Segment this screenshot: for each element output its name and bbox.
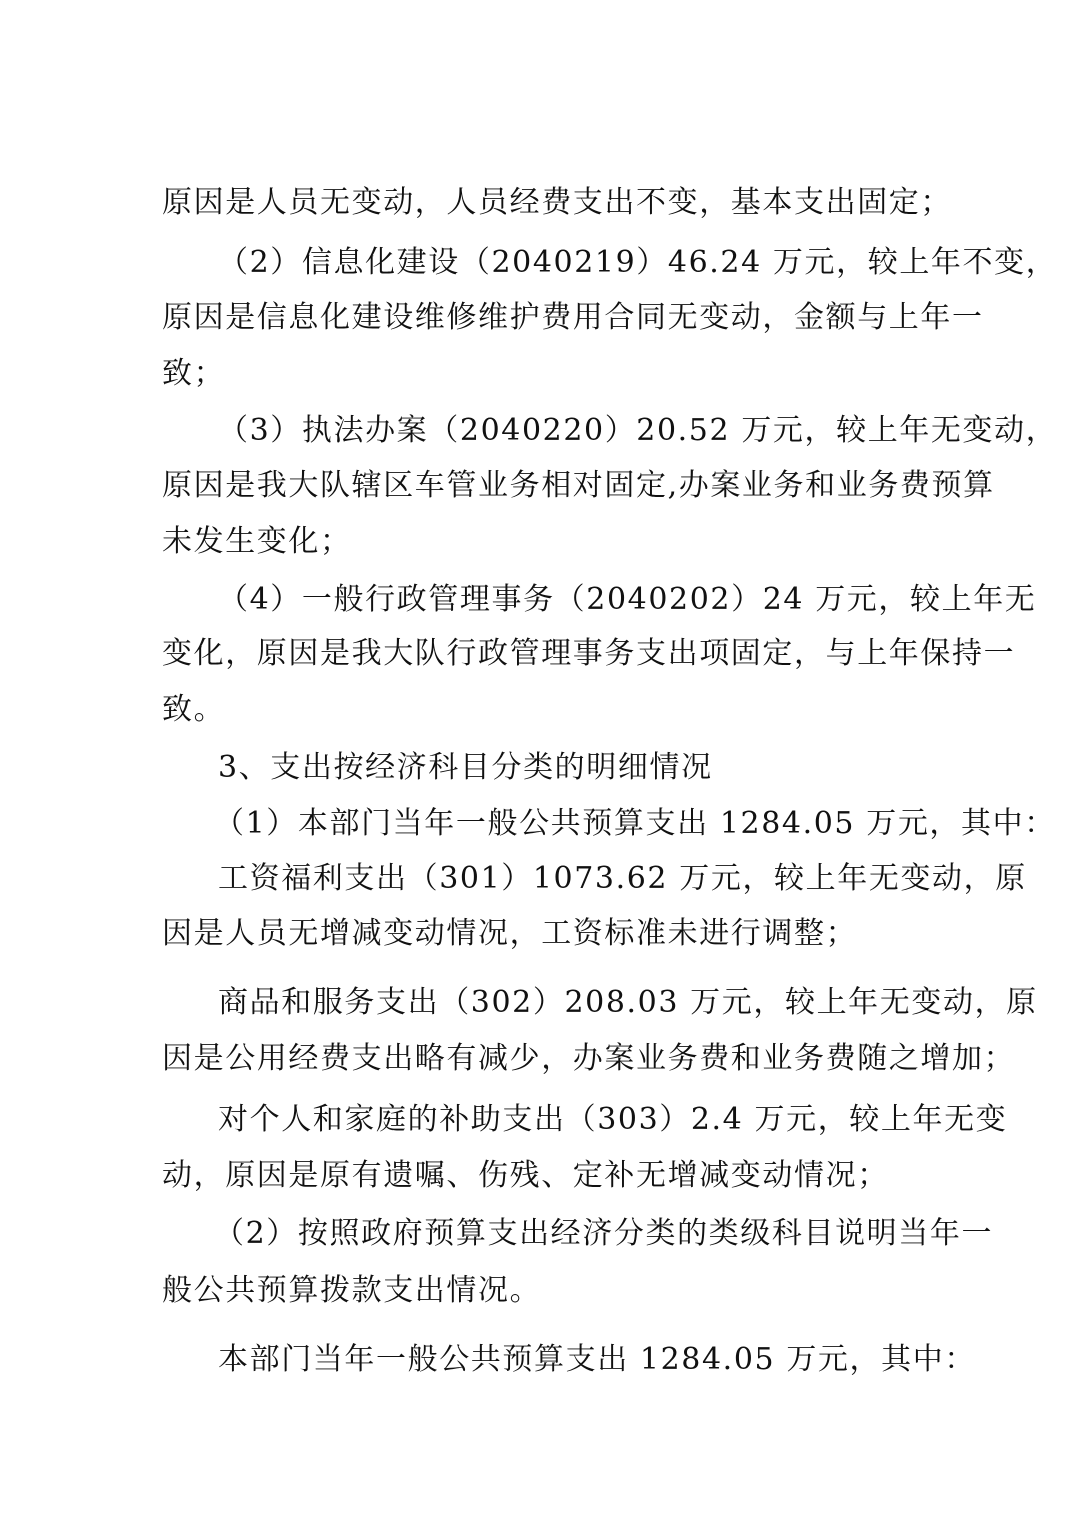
text-line: 般公共预算拨款支出情况。 — [162, 1273, 542, 1308]
text-line: 商品和服务支出（302）208.03 万元，较上年无变动，原 — [218, 985, 1038, 1020]
text-line: （3）执法办案（2040220）20.52 万元，较上年无变动， — [218, 413, 1058, 448]
text-line: 本部门当年一般公共预算支出 1284.05 万元，其中： — [218, 1342, 976, 1377]
text-line: 原因是我大队辖区车管业务相对固定,办案业务和业务费预算 — [162, 468, 995, 503]
text-line: （2）按照政府预算支出经济分类的类级科目说明当年一 — [214, 1216, 994, 1251]
section-heading: 3、支出按经济科目分类的明细情况 — [218, 750, 713, 785]
text-line: 致。 — [162, 692, 226, 727]
text-line: 未发生变化； — [162, 524, 352, 559]
text-line: （2）信息化建设（2040219）46.24 万元，较上年不变， — [218, 245, 1058, 280]
text-line: 因是公用经费支出略有减少，办案业务费和业务费随之增加； — [162, 1041, 1016, 1076]
text-line: 工资福利支出（301）1073.62 万元，较上年无变动，原 — [218, 861, 1027, 896]
text-line: 动，原因是原有遗嘱、伤残、定补无增减变动情况； — [162, 1158, 889, 1193]
text-line: 因是人员无增减变动情况，工资标准未进行调整； — [162, 916, 858, 951]
text-line: 原因是信息化建设维修维护费用合同无变动，金额与上年一 — [162, 300, 984, 335]
text-line: （1）本部门当年一般公共预算支出 1284.05 万元，其中： — [214, 806, 1056, 841]
text-line: （4）一般行政管理事务（2040202）24 万元，较上年无 — [218, 582, 1037, 617]
text-line: 变化，原因是我大队行政管理事务支出项固定，与上年保持一 — [162, 636, 1016, 671]
text-line: 原因是人员无变动，人员经费支出不变，基本支出固定； — [162, 185, 952, 220]
text-line: 对个人和家庭的补助支出（303）2.4 万元，较上年无变 — [218, 1102, 1008, 1137]
text-line: 致； — [162, 356, 226, 391]
